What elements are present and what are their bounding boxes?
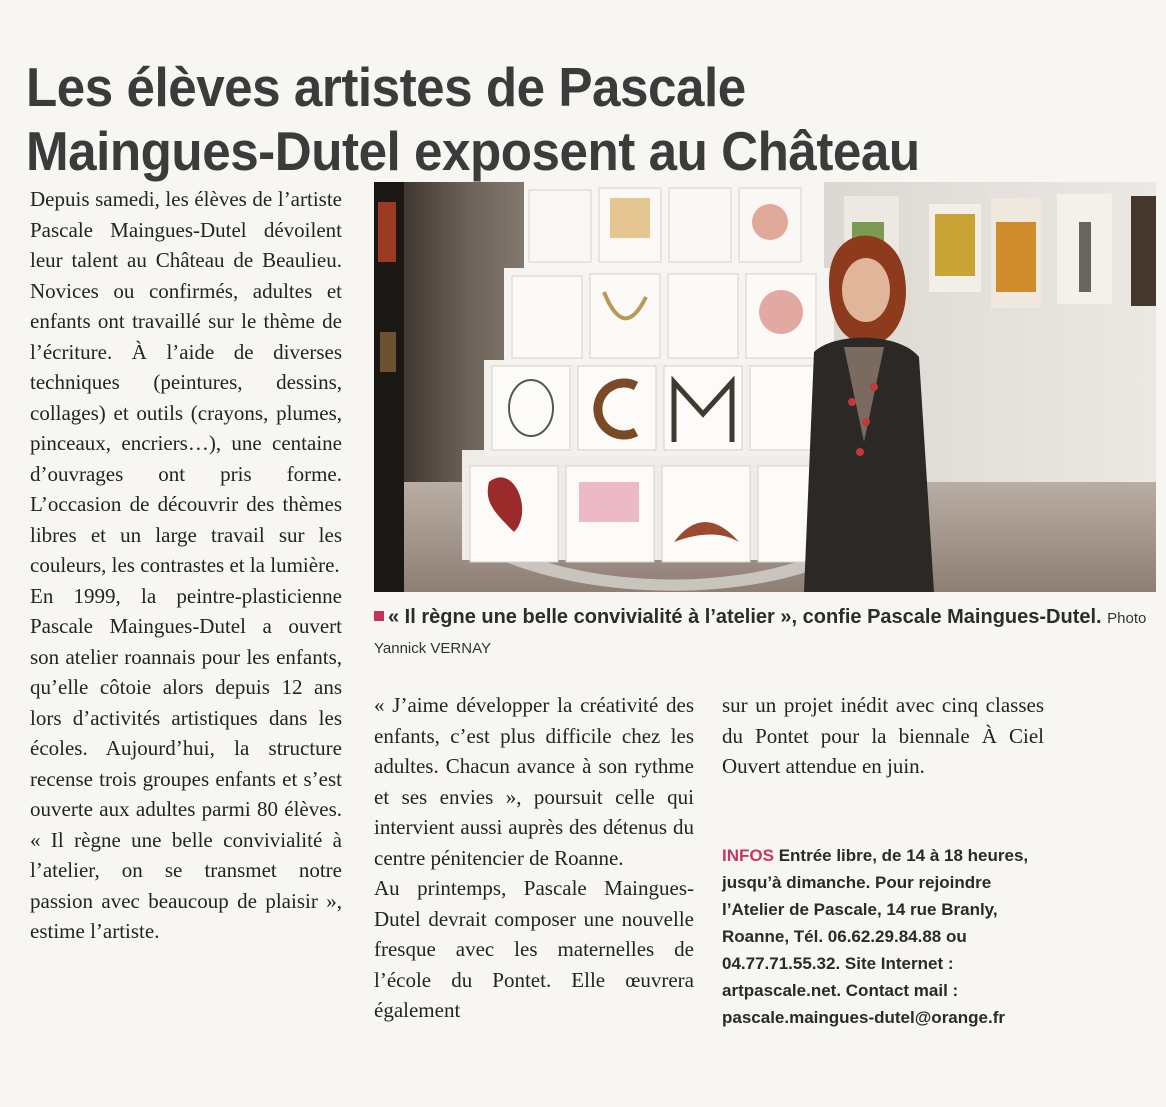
article-column-2 <box>374 690 694 1026</box>
article-paragraph: En 1999, la peintre-plasticienne Pascale Maingues-Dutel a ouvert son atelier roannais pour les enfants, qu’elle côtoie alors depuis 12 ans lors d’activités artistiques dans les écoles. Aujourd’hui, la structure recense trois groupes enfants et s’est ouverte aux adultes parmi 80 élèves. « Il règne une belle convivialité à l’atelier, on se transmet notre passion avec beaucoup de plaisir », estime l’artiste. <box>30 583 342 943</box>
infos-label: INFOS <box>722 846 774 865</box>
article-paragraph: Au printemps, Pascale Maingues-Dutel devrait composer une nouvelle fresque avec les maternelles de l’école du Pontet. Elle œuvrera également <box>374 876 694 1022</box>
photo-caption <box>374 603 1154 663</box>
headline-line-2: Maingues-Dutel exposent au Château <box>26 119 920 182</box>
infos-text: Entrée libre, de 14 à 18 heures, jusqu’à dimanche. Pour rejoindre l’Atelier de Pascale, 14 rue Branly, Roanne, Tél. 06.62.29.84.88 ou 04.77.71.55.32. Site Internet : artpascale.net. Contact mail : pascale.maingues-dutel@orange.fr <box>722 846 1029 1027</box>
infos-box <box>722 842 1052 1031</box>
article-paragraph: sur un projet inédit avec cinq classes du Pontet pour la biennale À Ciel Ouvert attendue en juin. <box>722 693 1044 778</box>
article-column-3 <box>722 690 1044 782</box>
headline <box>26 55 1068 183</box>
caption-text: « Il règne une belle convivialité à l’atelier », confie Pascale Maingues-Dutel. <box>388 606 1102 628</box>
caption-marker-icon <box>374 611 384 621</box>
article-column-1 <box>30 184 342 947</box>
photo-credit: Photo Yannick VERNAY <box>374 610 1147 657</box>
headline-line-1: Les élèves artistes de Pascale <box>26 55 746 118</box>
article-paragraph: « J’aime développer la créativité des enfants, c’est plus difficile chez les adultes. Chacun avance à son rythme et ses envies », poursuit celle qui intervient aussi auprès des détenus du centre pénitencier de Roanne. <box>374 693 694 870</box>
article-paragraph: Depuis samedi, les élèves de l’artiste Pascale Maingues-Dutel dévoilent leur talent au Château de Beaulieu. Novices ou confirmés, adultes et enfants ont travaillé sur le thème de l’écriture. À l’aide de diverses techniques (peintures, dessins, collages) et outils (crayons, plumes, pinceaux, encriers…), une centaine d’ouvrages ont pris forme. L’occasion de découvrir des thèmes libres et un large travail sur les couleurs, les contrastes et la lumière. <box>30 187 342 577</box>
exhibition-photo <box>374 182 1156 592</box>
